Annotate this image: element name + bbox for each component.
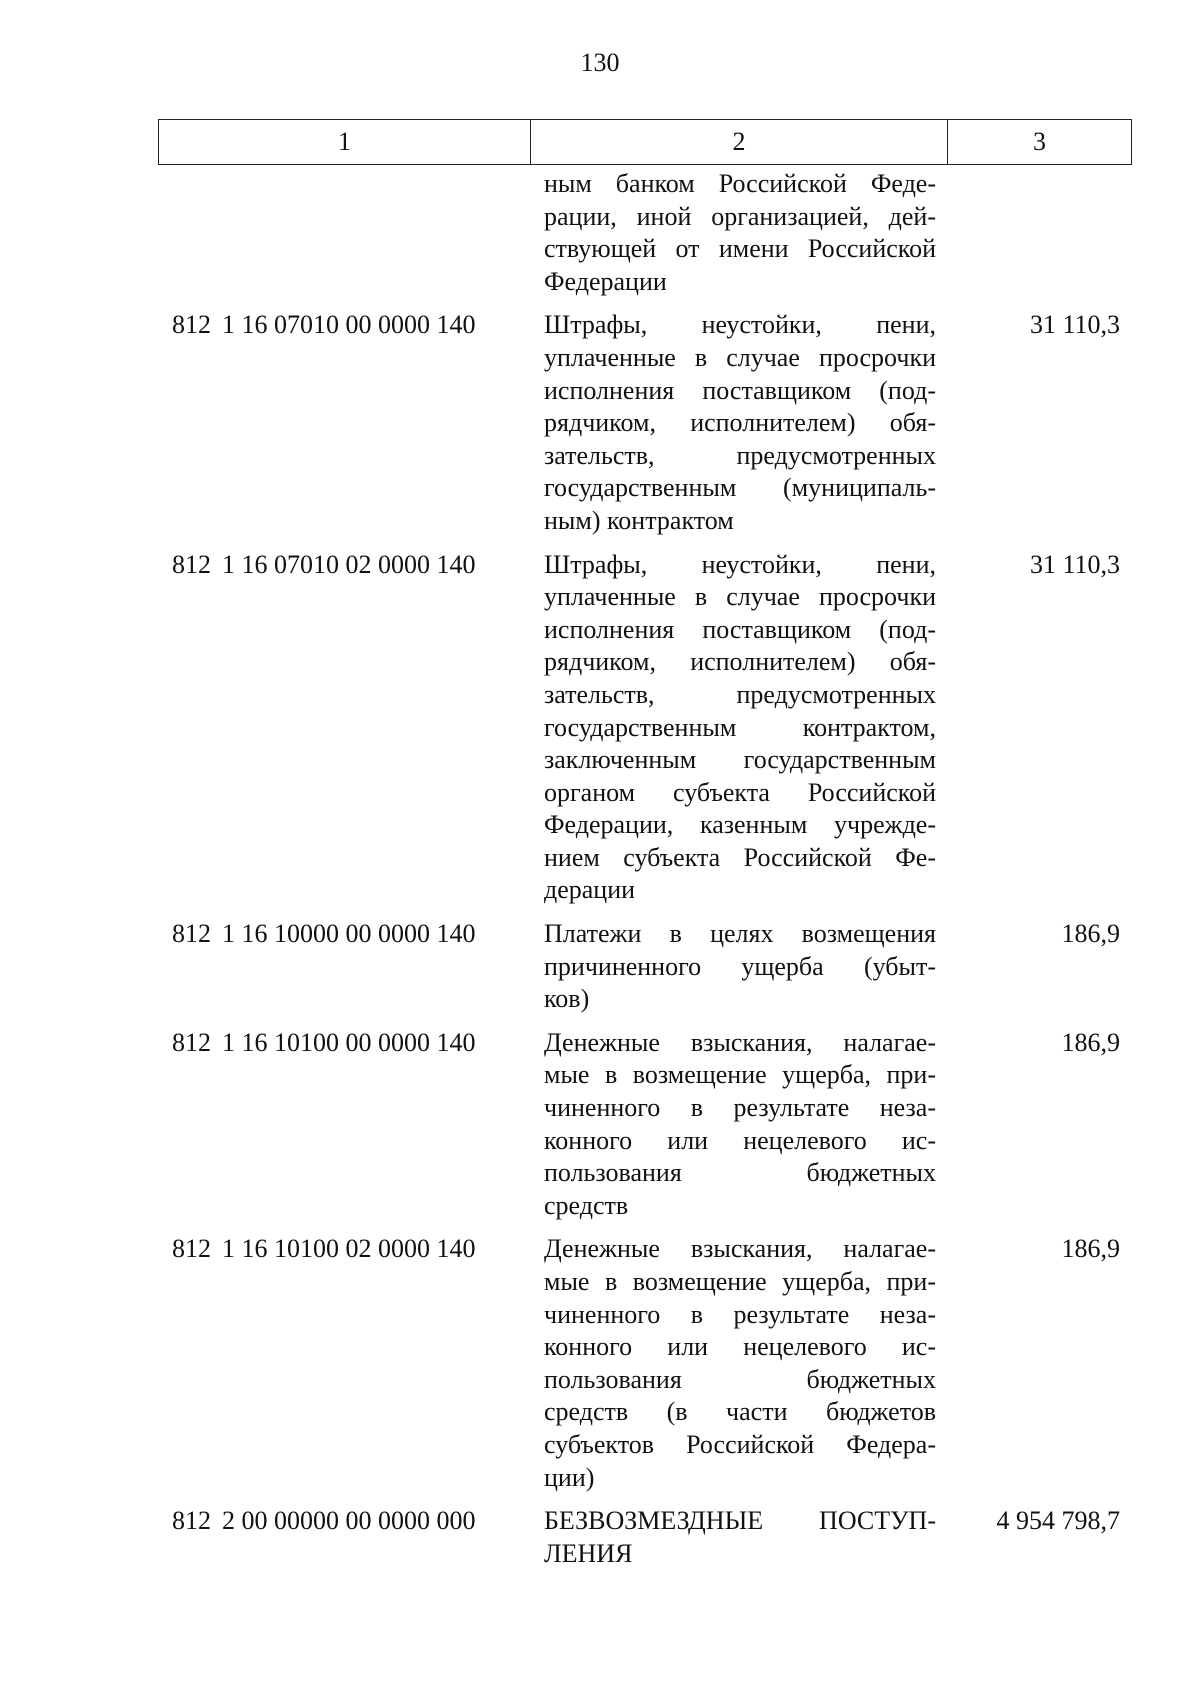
- description-line: Федерации, казенным учрежде-: [544, 810, 936, 840]
- description-cell: [534, 309, 936, 537]
- table-row: [158, 1505, 1132, 1570]
- description-line: заключенным государственным: [544, 745, 936, 775]
- admin-code-cell: 812: [172, 1506, 211, 1536]
- description-line: Денежные взыскания, налагае-: [544, 1234, 936, 1264]
- amount-cell: [936, 168, 1132, 298]
- table-header: [158, 119, 1132, 165]
- description-line: Федерации: [544, 266, 667, 296]
- description-line: рядчиком, исполнителем) обя-: [544, 647, 936, 677]
- budget-code-cell: 1 16 10100 00 0000 140: [222, 1027, 476, 1057]
- budget-code-cell: 1 16 10000 00 0000 140: [222, 919, 476, 949]
- admin-code-cell: 812: [172, 310, 211, 340]
- description-line: чиненного в результате неза-: [544, 1299, 936, 1329]
- description-line: нием субъекта Российской Фе-: [544, 842, 936, 872]
- header-column-1: 1: [159, 120, 531, 164]
- amount-cell: 31 110,3: [1029, 549, 1120, 579]
- description-line: зательств, предусмотренных: [544, 679, 936, 709]
- description-line: пользования бюджетных: [544, 1364, 936, 1394]
- description-line: ции): [544, 1462, 595, 1492]
- description-line: органом субъекта Российской: [544, 777, 936, 807]
- description-line: зательств, предусмотренных: [544, 440, 936, 470]
- description-cell: [534, 1505, 936, 1570]
- description-line: средств: [544, 1190, 629, 1220]
- admin-code-cell: 812: [172, 1027, 211, 1057]
- budget-code-cell: [218, 168, 534, 298]
- description-line: конного или нецелевого ис-: [544, 1332, 936, 1362]
- amount-cell: 31 110,3: [1029, 310, 1120, 340]
- description-line: Штрафы, неустойки, пени,: [544, 310, 936, 340]
- description-line: средств (в части бюджетов: [544, 1397, 936, 1427]
- description-line: Денежные взыскания, налагае-: [544, 1027, 936, 1057]
- description-line: уплаченные в случае просрочки: [544, 342, 936, 372]
- description-line: уплаченные в случае просрочки: [544, 582, 936, 612]
- description-line: субъектов Российской Федера-: [544, 1429, 936, 1459]
- description-line: рации, иной организацией, дей-: [544, 201, 936, 231]
- description-cell: [534, 549, 936, 908]
- description-line: рядчиком, исполнителем) обя-: [544, 408, 936, 438]
- header-column-2: 2: [531, 120, 948, 164]
- amount-cell: 186,9: [1061, 1027, 1120, 1057]
- budget-code-cell: 2 00 00000 00 0000 000: [222, 1506, 476, 1536]
- description-line: пользования бюджетных: [544, 1158, 936, 1188]
- description-cell: [534, 168, 936, 298]
- description-line: ЛЕНИЯ: [544, 1538, 633, 1568]
- table-row: [158, 309, 1132, 537]
- admin-code-cell: 812: [172, 549, 211, 579]
- description-line: причиненного ущерба (убыт-: [544, 951, 936, 981]
- admin-code-cell: 812: [172, 919, 211, 949]
- description-line: ным банком Российской Феде-: [544, 169, 936, 198]
- admin-code-cell: [158, 168, 218, 298]
- budget-code-cell: 1 16 10100 02 0000 140: [222, 1234, 476, 1264]
- description-line: ствующей от имени Российской: [544, 234, 936, 264]
- table-row: [158, 1233, 1132, 1494]
- description-cell: [534, 918, 936, 1016]
- budget-code-cell: 1 16 07010 02 0000 140: [222, 549, 476, 579]
- description-line: Платежи в целях возмещения: [544, 919, 936, 949]
- description-line: государственным контрактом,: [544, 712, 936, 742]
- description-cell: [534, 1027, 936, 1223]
- admin-code-cell: 812: [172, 1234, 211, 1264]
- description-line: ков): [544, 984, 590, 1014]
- description-line: исполнения поставщиком (под-: [544, 375, 936, 405]
- budget-code-cell: 1 16 07010 00 0000 140: [222, 310, 476, 340]
- table-row: [158, 1027, 1132, 1223]
- description-line: государственным (муниципаль-: [544, 473, 936, 503]
- description-line: конного или нецелевого ис-: [544, 1125, 936, 1155]
- header-column-3: 3: [1033, 127, 1046, 156]
- description-line: мые в возмещение ущерба, при-: [544, 1267, 936, 1296]
- amount-cell: 4 954 798,7: [996, 1506, 1120, 1536]
- table-row: [158, 918, 1132, 1016]
- description-line: мые в возмещение ущерба, при-: [544, 1060, 936, 1090]
- amount-cell: 186,9: [1061, 919, 1120, 949]
- description-line: ным) контрактом: [544, 505, 734, 535]
- description-line: дерации: [544, 875, 636, 905]
- description-line: чиненного в результате неза-: [544, 1093, 936, 1123]
- amount-cell: 186,9: [1061, 1234, 1120, 1264]
- table-body: [158, 168, 1132, 1581]
- description-line: исполнения поставщиком (под-: [544, 614, 936, 644]
- description-line: Штрафы, неустойки, пени,: [544, 549, 936, 579]
- table-row: [158, 549, 1132, 908]
- continuation-row: [158, 168, 1132, 298]
- page-number: 130: [580, 48, 620, 77]
- description-line: БЕЗВОЗМЕЗДНЫЕ ПОСТУП-: [544, 1506, 936, 1536]
- description-cell: [534, 1233, 936, 1494]
